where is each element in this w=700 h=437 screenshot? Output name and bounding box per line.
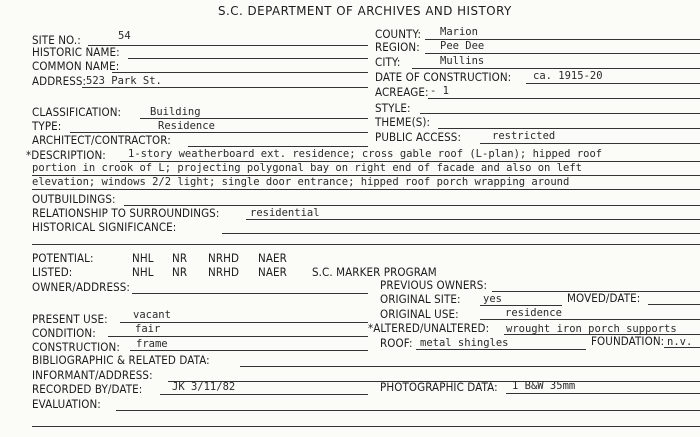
themes-label: THEME(S): — [375, 115, 431, 129]
condition-line — [108, 336, 368, 337]
photographic-label: PHOTOGRAPHIC DATA: — [380, 380, 498, 394]
public-access-line — [480, 143, 700, 144]
photographic-line — [506, 393, 700, 394]
site-no-line — [88, 45, 368, 46]
potential-nr: NR — [172, 251, 188, 265]
city-value: Mullins — [440, 55, 485, 67]
owner-address-label: OWNER/ADDRESS: — [32, 280, 130, 294]
date-of-construction-label: DATE OF CONSTRUCTION: — [375, 70, 512, 84]
historical-significance-line-2 — [32, 244, 700, 245]
moved-date-label: MOVED/DATE: — [567, 291, 641, 305]
description-line-2: portion in crook of L; projecting polygonal bay on right end of facade and also on left — [32, 162, 582, 174]
address-line — [82, 87, 368, 88]
evaluation-line-2 — [32, 426, 700, 427]
style-label: STYLE: — [375, 101, 411, 115]
evaluation-label: EVALUATION: — [32, 397, 101, 411]
roof-line — [416, 349, 586, 350]
historic-name-line — [128, 58, 368, 59]
listed-naer: NAER — [258, 265, 287, 279]
site-no-label: SITE NO.: — [32, 33, 81, 47]
form-title: S.C. DEPARTMENT OF ARCHIVES AND HISTORY — [218, 3, 512, 18]
historical-significance-line — [222, 233, 700, 234]
site-no-value: 54 — [118, 30, 131, 42]
owner-address-line — [132, 293, 368, 294]
common-name-line — [112, 72, 368, 73]
acreage-label: ACREAGE: — [375, 85, 429, 99]
bibliographic-line — [240, 366, 700, 367]
altered-value: wrought iron porch supports — [506, 323, 677, 335]
architect-label: ARCHITECT/CONTRACTOR: — [32, 133, 171, 147]
type-value: Residence — [158, 120, 215, 132]
potential-nrhd: NRHD — [208, 251, 240, 265]
relationship-label: RELATIONSHIP TO SURROUNDINGS: — [32, 206, 220, 220]
style-line — [420, 113, 700, 114]
present-use-label: PRESENT USE: — [32, 312, 108, 326]
description-line-1: 1-story weatherboard ext. residence; cross gable roof (L-plan); hipped roof — [128, 148, 603, 160]
date-of-construction-line — [526, 83, 700, 84]
acreage-line — [428, 98, 700, 99]
altered-label: *ALTERED/UNALTERED: — [368, 321, 490, 335]
roof-value: metal shingles — [420, 337, 509, 349]
region-label: REGION: — [375, 40, 420, 54]
potential-naer: NAER — [258, 251, 287, 265]
address-value: 523 Park St. — [86, 75, 162, 87]
original-site-line — [480, 305, 562, 306]
description-label: *DESCRIPTION: — [26, 148, 106, 162]
acreage-value: - 1 — [430, 85, 449, 97]
classification-value: Building — [150, 106, 201, 118]
city-label: CITY: — [375, 55, 401, 69]
listed-nr: NR — [172, 265, 188, 279]
recorded-by-label: RECORDED BY/DATE: — [32, 382, 143, 396]
county-value: Marion — [440, 26, 478, 38]
outbuildings-label: OUTBUILDINGS: — [32, 192, 116, 206]
architect-line — [188, 146, 368, 147]
historical-significance-label: HISTORICAL SIGNIFICANCE: — [32, 220, 177, 234]
original-use-value: residence — [505, 307, 562, 319]
previous-owners-label: PREVIOUS OWNERS: — [380, 278, 488, 292]
sc-marker-program: S.C. MARKER PROGRAM — [312, 265, 437, 279]
roof-label: ROOF: — [380, 336, 413, 350]
recorded-by-line — [160, 394, 368, 395]
original-use-line — [480, 319, 700, 320]
public-access-label: PUBLIC ACCESS: — [375, 130, 462, 144]
construction-line — [130, 350, 368, 351]
historic-name-label: HISTORIC NAME: — [32, 45, 120, 59]
region-line — [425, 53, 700, 54]
bibliographic-label: BIBLIOGRAPHIC & RELATED DATA: — [32, 353, 210, 367]
address-label: ADDRESS: — [32, 74, 87, 88]
original-site-label: ORIGINAL SITE: — [380, 292, 461, 306]
foundation-line — [664, 347, 700, 348]
foundation-label: FOUNDATION: — [591, 334, 665, 348]
potential-nhl: NHL — [132, 251, 154, 265]
present-use-value: vacant — [133, 309, 171, 321]
recorded-by-value: JK 3/11/82 — [172, 381, 236, 393]
condition-label: CONDITION: — [32, 326, 96, 340]
listed-label: LISTED: — [32, 265, 73, 279]
foundation-value: n.v. — [667, 336, 693, 348]
description-line-3: elevation; windows 2/2 light; single door entrance; hipped roof porch wrapping around — [32, 176, 570, 188]
construction-value: frame — [136, 338, 168, 350]
city-line — [412, 68, 700, 69]
relationship-line — [246, 219, 700, 220]
construction-label: CONSTRUCTION: — [32, 340, 120, 354]
common-name-label: COMMON NAME: — [32, 59, 120, 73]
region-value: Pee Dee — [440, 40, 485, 52]
classification-line — [140, 118, 368, 119]
type-label: TYPE: — [32, 119, 62, 133]
evaluation-line — [116, 410, 700, 411]
listed-nhl: NHL — [132, 265, 154, 279]
listed-nrhd: NRHD — [208, 265, 240, 279]
classification-label: CLASSIFICATION: — [32, 105, 122, 119]
themes-line — [438, 128, 700, 129]
public-access-value: restricted — [492, 130, 556, 142]
date-of-construction-value: ca. 1915-20 — [533, 70, 603, 82]
photographic-value: 1 B&W 35mm — [512, 380, 576, 392]
condition-value: fair — [135, 323, 161, 335]
county-label: COUNTY: — [375, 27, 422, 41]
moved-date-line — [648, 304, 700, 305]
original-site-value: yes — [483, 293, 502, 305]
original-use-label: ORIGINAL USE: — [380, 307, 459, 321]
potential-label: POTENTIAL: — [32, 251, 94, 265]
relationship-value: residential — [250, 207, 320, 219]
informant-label: INFORMANT/ADDRESS: — [32, 368, 153, 382]
description-rule-3 — [32, 189, 700, 190]
